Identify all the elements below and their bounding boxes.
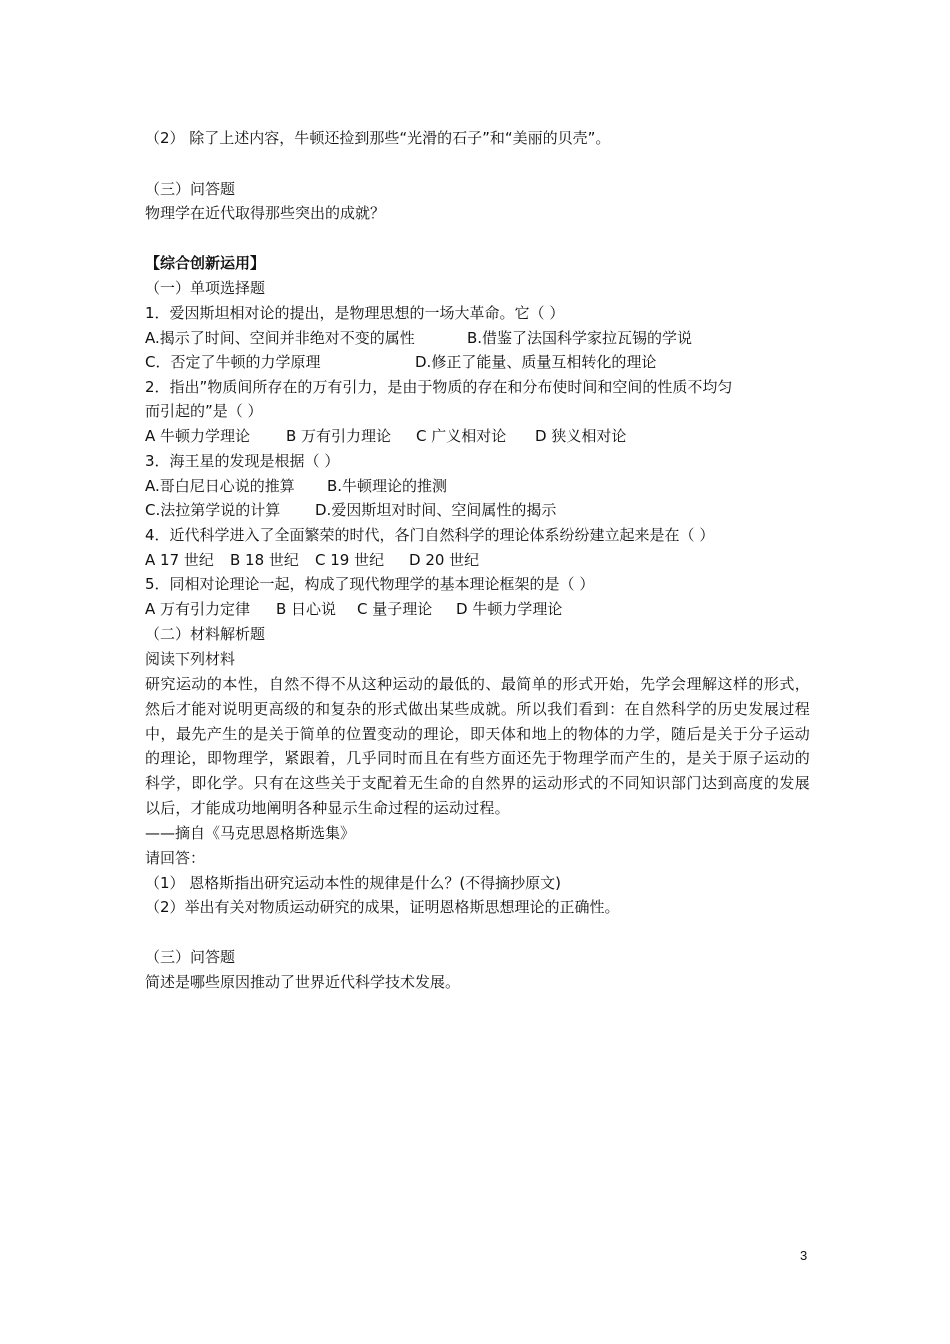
option-a: A 17 世纪 [145, 551, 214, 569]
question-3: 3．海王星的发现是根据（ ） [145, 452, 340, 470]
section-heading: （二）材料解析题 [145, 625, 266, 643]
question-text: 简述是哪些原因推动了世界近代科学技术发展。 [145, 973, 461, 991]
question-2-line: （2） 除了上述内容，牛顿还捡到那些“光滑的石子”和“美丽的贝壳”。 [145, 129, 611, 147]
option-d: D 20 世纪 [409, 551, 480, 569]
option-c: C 广义相对论 [416, 427, 507, 445]
question-1-options-row-1 [145, 326, 692, 350]
sub-question-1: （1） 恩格斯指出研究运动本性的规律是什么？(不得摘抄原文) [145, 874, 562, 892]
page-number: 3 [800, 1248, 808, 1263]
section-title: 【综合创新运用】 [145, 254, 266, 272]
option-c: C 量子理论 [357, 600, 433, 618]
question-2-line-1: 2．指出”物质间所存在的万有引力，是由于物质的存在和分布使时间和空间的性质不均匀 [145, 378, 733, 396]
option-a: A 牛顿力学理论 [145, 427, 251, 445]
sub-question-2: （2）举出有关对物质运动研究的成果，证明恩格斯思想理论的正确性。 [145, 898, 620, 916]
option-b: B 18 世纪 [230, 551, 299, 569]
option-a: A 万有引力定律 [145, 600, 251, 618]
material-intro: 阅读下列材料 [145, 650, 236, 668]
section-heading: （三）问答题 [145, 948, 236, 966]
question-1-options-row-2 [145, 350, 656, 374]
question-text: 物理学在近代取得那些突出的成就？ [145, 204, 386, 222]
option-c: C 19 世纪 [315, 551, 385, 569]
option-d: D 狭义相对论 [535, 427, 627, 445]
option-d: D.修正了能量、质量互相转化的理论 [415, 353, 657, 371]
option-a: A.揭示了时间、空间并非绝对不变的属性 [145, 329, 415, 347]
section-heading: （三）问答题 [145, 180, 236, 198]
question-3-options-row-2 [145, 498, 556, 522]
question-2-line-2: 而引起的”是（ ） [145, 402, 263, 420]
option-b: B.借鉴了法国科学家拉瓦锡的学说 [467, 329, 693, 347]
material-source: ——摘自《马克思恩格斯选集》 [145, 824, 356, 842]
option-d: D 牛顿力学理论 [456, 600, 563, 618]
option-b: B.牛顿理论的推测 [327, 477, 448, 495]
option-a: A.哥白尼日心说的推算 [145, 477, 295, 495]
material-passage: 研究运动的本性，自然不得不从这种运动的最低的、最简单的形式开始，先学会理解这样的形式，然后才能对说明更高级的和复杂的形式做出某些成就。所以我们看到：在自然科学的历史发展过程中，最先产生的是关于简单的位置变动的理论，即天体和地上的物体的力学，随后是关于分子运动的理论，即物理学，紧跟着，几乎同时而且在有些方面还先于物理学而产生的，是关于原子运动的科学，即化学。只有在这些关于支配着无生命的自然界的运动形式的不同知识部门达到高度的发展以后，才能成功地阐明各种显示生命过程的运动过程。 [145, 675, 810, 817]
section-heading: （一）单项选择题 [145, 279, 266, 297]
question-5-options [145, 597, 562, 621]
question-4-options [145, 548, 479, 572]
option-d: D.爱因斯坦对时间、空间属性的揭示 [315, 501, 557, 519]
question-3-options-row-1 [145, 474, 447, 498]
question-2-options [145, 424, 626, 448]
option-c: C.法拉第学说的计算 [145, 501, 281, 519]
question-5: 5．同相对论理论一起，构成了现代物理学的基本理论框架的是（ ） [145, 575, 595, 593]
question-1: 1．爱因斯坦相对论的提出，是物理思想的一场大革命。它（ ） [145, 304, 565, 322]
option-c: C．否定了牛顿的力学原理 [145, 353, 321, 371]
option-b: B 万有引力理论 [286, 427, 392, 445]
question-4: 4．近代科学进入了全面繁荣的时代，各门自然科学的理论体系纷纷建立起来是在（ ） [145, 526, 715, 544]
answer-prompt: 请回答： [145, 849, 206, 867]
option-b: B 日心说 [276, 600, 337, 618]
